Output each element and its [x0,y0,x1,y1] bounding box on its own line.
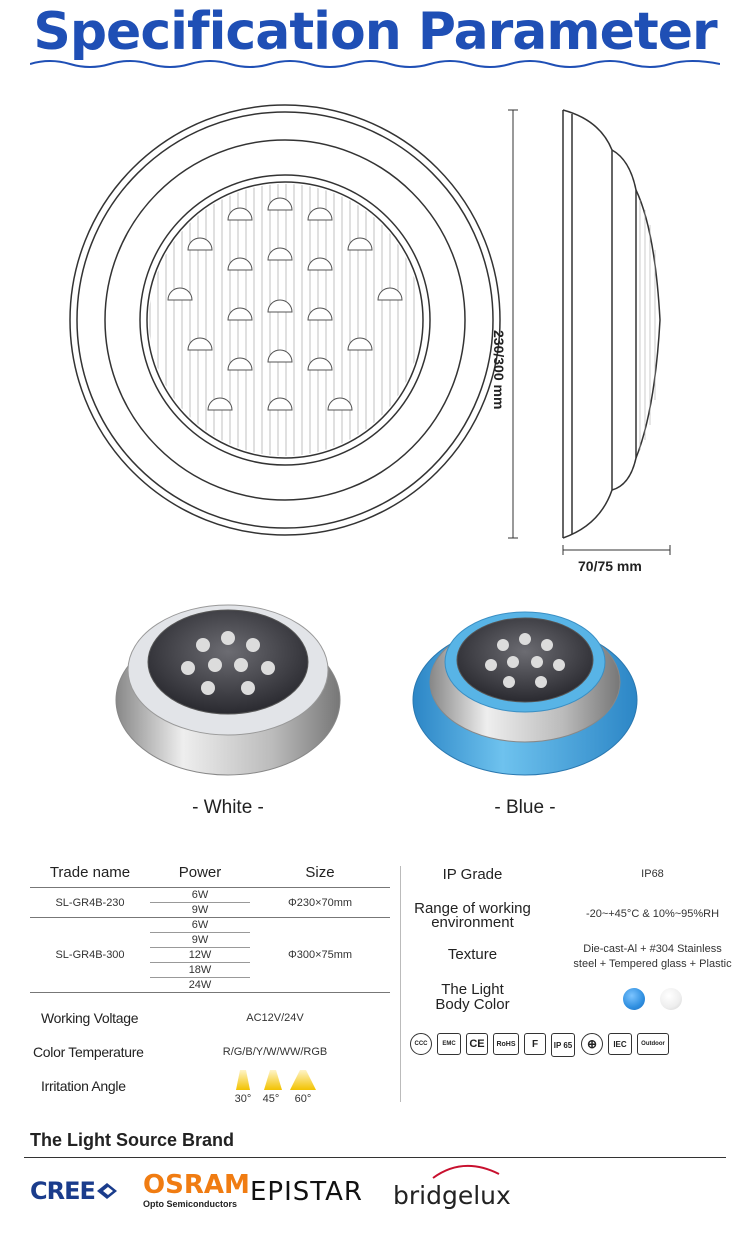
header-power: Power [178,864,222,881]
ip-grade-label: IP Grade [442,866,503,883]
header-size: Size [305,864,335,881]
power-value: 6W [150,918,250,933]
emc-icon: EMC [437,1033,461,1055]
osram-logo [143,1171,250,1209]
irritation-angle-label: Irritation Angle [41,1078,126,1094]
title-underline-waves [30,58,720,72]
power-value: 6W [150,888,250,903]
f-mark-icon: F [524,1033,546,1055]
color-temperature-value: R/G/B/Y/W/WW/RGB [222,1046,328,1058]
cree-chevron-icon [95,1180,121,1202]
bridgelux-logo [393,1160,511,1210]
table-bottom-rule [30,993,390,995]
size-value: Φ300×75mm [250,918,390,993]
brand-divider [24,1157,726,1158]
environment-value: -20~+45°C & 10%~95%RH [585,908,720,920]
blue-light-photo [405,590,645,780]
body-color-label-line1: The Light [441,981,504,998]
model-name: SL-GR4B-300 [30,918,150,993]
epistar-logo: EPISTAR [250,1177,363,1207]
environment-label-line1: Range of working [414,900,531,917]
spec-table [30,862,390,995]
angle-30: 30° [234,1093,252,1105]
model-name: SL-GR4B-230 [30,888,150,918]
texture-value-line2: steel + Tempered glass + Plastic [573,958,732,970]
rohs-icon: RoHS [493,1033,519,1055]
page-title: Specification Parameter [33,2,717,62]
body-color-swatch-white [660,988,682,1010]
cree-logo [30,1177,121,1205]
size-value: Φ230×70mm [250,888,390,918]
bridgelux-text: bridgelux [393,1181,511,1210]
body-color-swatch-blue [623,988,645,1010]
depth-dimension-label: 70/75 mm [578,558,642,574]
power-value: 9W [150,933,250,948]
texture-value-line1: Die-cast-Al + #304 Stainless [583,943,722,955]
ip-grade-value: IP68 [641,868,664,880]
cree-text: CREE [30,1177,95,1205]
beam-angle-icons [232,1068,322,1092]
outdoor-icon: Outdoor [637,1033,669,1055]
power-value: 24W [188,979,212,991]
bridgelux-arc-icon [393,1160,503,1180]
power-value: 9W [191,904,209,916]
iec-icon: IEC [608,1033,632,1055]
white-light-photo [108,590,348,780]
body-color-label-line2: Body Color [435,996,510,1013]
working-voltage-label: Working Voltage [41,1010,139,1026]
ccc-icon: CCC [410,1033,432,1055]
working-voltage-value: AC12V/24V [246,1012,304,1024]
angle-45: 45° [262,1093,280,1105]
osram-subtitle: Opto Semiconductors [143,1199,238,1209]
diameter-dimension-label: 230/300 mm [491,330,507,410]
environment-label-line2: environment [431,914,514,931]
table-row [30,918,390,933]
power-value: 12W [150,948,250,963]
ce-icon: CE [466,1033,488,1055]
brand-section-title: The Light Source Brand [30,1130,235,1150]
texture-label: Texture [447,946,498,963]
osram-text: OSRAM [143,1170,250,1200]
table-row [30,888,390,903]
ground-icon: ⊕ [581,1033,603,1055]
angle-60: 60° [294,1093,312,1105]
white-variant-label: - White - [192,797,264,818]
technical-drawing [0,80,750,580]
header-trade-name: Trade name [49,864,131,881]
blue-variant-label: - Blue - [494,797,556,818]
color-temperature-label: Color Temperature [33,1044,144,1060]
ip65-icon: IP 65 [551,1033,575,1057]
power-value: 18W [150,963,250,978]
